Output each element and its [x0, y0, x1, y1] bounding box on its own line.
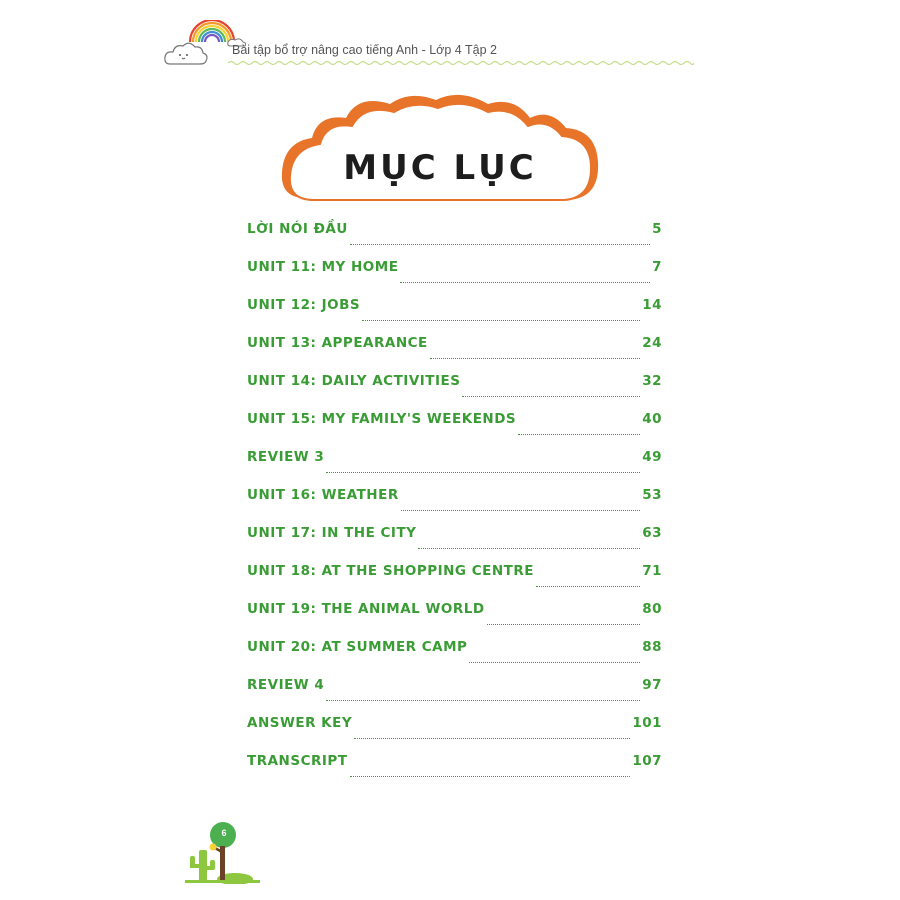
toc-entry-page: 32: [642, 373, 662, 389]
toc-entry-label: UNIT 20: AT SUMMER CAMP: [247, 639, 468, 655]
dot-leader: [469, 661, 640, 663]
book-title: Bài tập bổ trợ nâng cao tiếng Anh - Lớp 4 Tập 2: [232, 43, 497, 57]
toc-entry-page: 14: [642, 297, 662, 313]
toc-entry-label: UNIT 15: MY FAMILY'S WEEKENDS: [247, 411, 517, 427]
dot-leader: [326, 699, 640, 701]
page-header: [160, 20, 700, 70]
toc-entry-label: UNIT 12: JOBS: [247, 297, 361, 313]
toc-entry-label: UNIT 19: THE ANIMAL WORLD: [247, 601, 485, 617]
toc-entry-page: 71: [642, 563, 662, 579]
toc-entry[interactable]: [247, 677, 662, 715]
toc-entry-label: UNIT 13: APPEARANCE: [247, 335, 428, 351]
toc-entry-page: 5: [652, 221, 662, 237]
toc-entry-page: 53: [642, 487, 662, 503]
toc-entry[interactable]: [247, 411, 662, 449]
dot-leader: [350, 775, 631, 777]
toc-entry-label: UNIT 11: MY HOME: [247, 259, 399, 275]
toc-entry-page: 63: [642, 525, 662, 541]
toc-entry-label: UNIT 14: DAILY ACTIVITIES: [247, 373, 461, 389]
dot-leader: [362, 319, 640, 321]
header-divider: [228, 58, 694, 68]
toc-entry[interactable]: [247, 525, 662, 563]
page-number: 6: [221, 828, 227, 838]
dot-leader: [518, 433, 640, 435]
toc-entry-page: 97: [642, 677, 662, 693]
toc-entry[interactable]: [247, 715, 662, 753]
table-of-contents: [247, 221, 662, 791]
toc-entry[interactable]: [247, 335, 662, 373]
dot-leader: [462, 395, 640, 397]
toc-entry-label: UNIT 18: AT THE SHOPPING CENTRE: [247, 563, 534, 579]
dot-leader: [400, 281, 650, 283]
toc-entry[interactable]: [247, 601, 662, 639]
toc-entry-page: 40: [642, 411, 662, 427]
page-title: MỤC LỤC: [343, 148, 537, 188]
toc-entry-page: 80: [642, 601, 662, 617]
dot-leader: [401, 509, 640, 511]
toc-entry-page: 88: [642, 639, 662, 655]
toc-entry-label: UNIT 16: WEATHER: [247, 487, 399, 503]
toc-entry-label: ANSWER KEY: [247, 715, 353, 731]
dot-leader: [430, 357, 640, 359]
dot-leader: [536, 585, 640, 587]
toc-entry[interactable]: [247, 487, 662, 525]
dot-leader: [487, 623, 641, 625]
dot-leader: [326, 471, 640, 473]
toc-entry-label: LỜI NÓI ĐẦU: [247, 221, 348, 237]
toc-entry[interactable]: [247, 563, 662, 601]
toc-entry[interactable]: [247, 753, 662, 791]
toc-entry-label: REVIEW 3: [247, 449, 325, 465]
toc-entry[interactable]: [247, 259, 662, 297]
toc-entry-page: 24: [642, 335, 662, 351]
toc-entry[interactable]: [247, 449, 662, 487]
toc-entry[interactable]: [247, 639, 662, 677]
toc-entry-label: REVIEW 4: [247, 677, 325, 693]
toc-entry-label: UNIT 17: IN THE CITY: [247, 525, 417, 541]
toc-entry[interactable]: [247, 221, 662, 259]
toc-entry-page: 107: [632, 753, 662, 769]
toc-entry-page: 7: [652, 259, 662, 275]
toc-entry-label: TRANSCRIPT: [247, 753, 348, 769]
dot-leader: [418, 547, 640, 549]
toc-entry[interactable]: [247, 373, 662, 411]
toc-entry-page: 49: [642, 449, 662, 465]
dot-leader: [354, 737, 630, 739]
dot-leader: [350, 243, 650, 245]
toc-entry-page: 101: [632, 715, 662, 731]
toc-entry[interactable]: [247, 297, 662, 335]
